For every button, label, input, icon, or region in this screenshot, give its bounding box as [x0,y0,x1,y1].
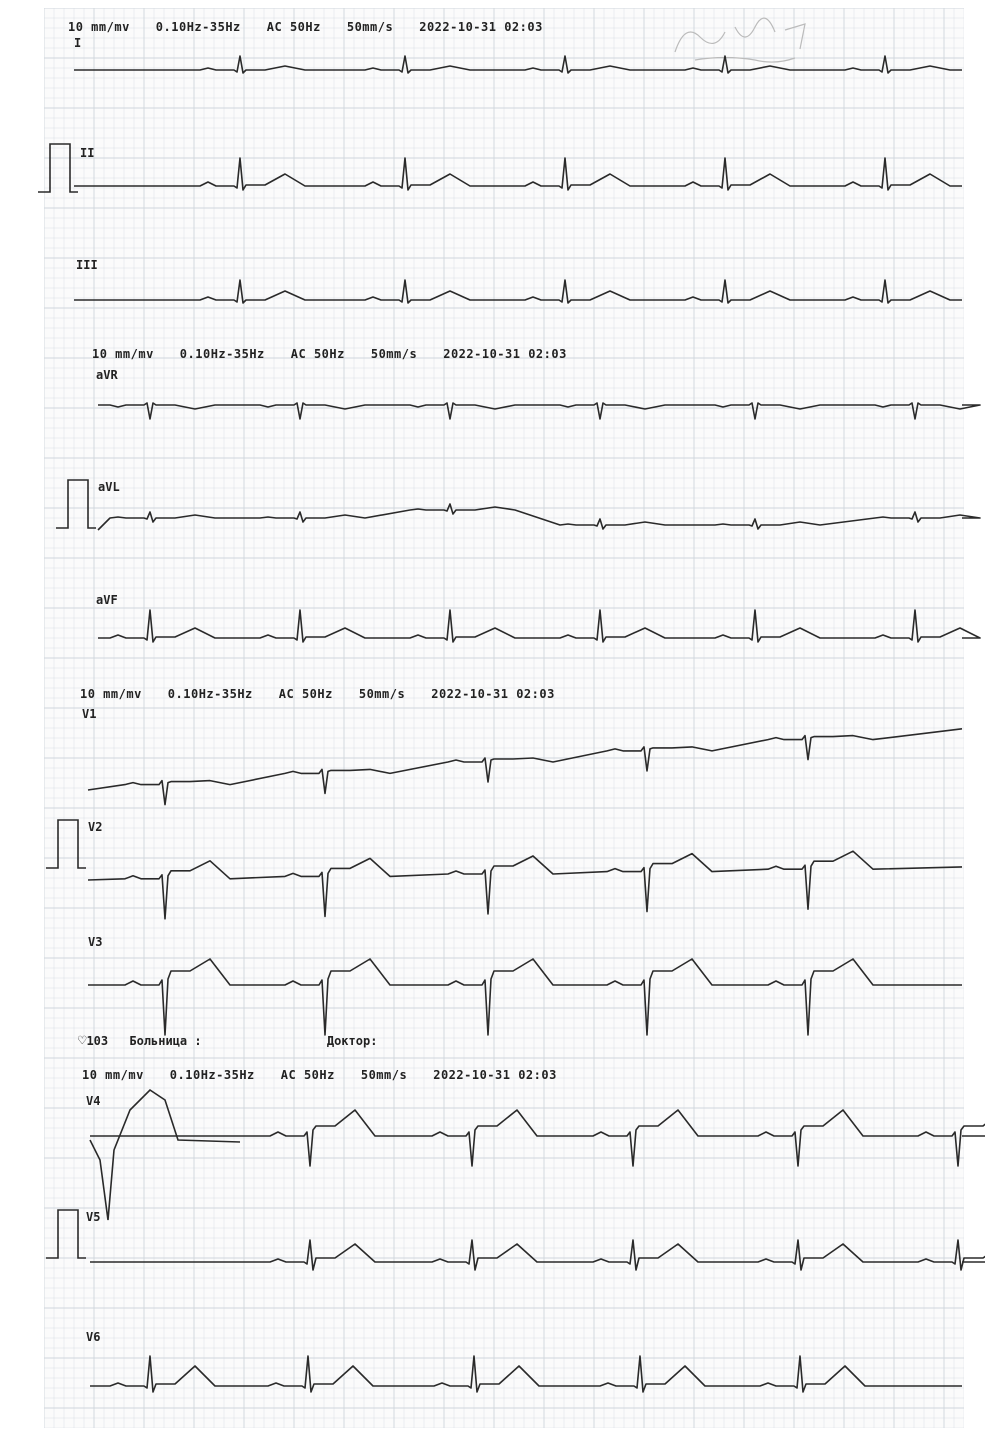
lead-label-v6: V6 [86,1330,101,1344]
footer [78,1033,377,1049]
lead-label-avf: aVF [96,593,118,607]
filter: 0.10Hz-35Hz [167,687,253,701]
filter: 0.10Hz-35Hz [155,20,241,34]
lead-label-avl: aVL [98,480,120,494]
ac-filter: AC 50Hz [266,20,321,34]
paper-speed: 50mm/s [358,687,406,701]
page-1-header [68,20,569,34]
datetime: 2022-10-31 02:03 [431,687,555,701]
heart-rate: 103 [86,1034,109,1048]
filter: 0.10Hz-35Hz [169,1068,255,1082]
page-3-header [80,687,581,701]
ac-filter: AC 50Hz [280,1068,335,1082]
lead-label-v4: V4 [86,1094,101,1108]
page-4-header [82,1068,583,1082]
lead-label-v2: V2 [88,820,103,834]
ecg-paper [44,8,964,1428]
lead-label-v3: V3 [88,935,103,949]
gain: 10 mm/mv [82,1068,144,1082]
page-2-header [92,347,593,361]
paper-speed: 50mm/s [346,20,394,34]
ecg-grid [44,8,964,1428]
ac-filter: AC 50Hz [278,687,333,701]
lead-label-v5: V5 [86,1210,101,1224]
handwritten-note [665,12,865,67]
datetime: 2022-10-31 02:03 [433,1068,557,1082]
ac-filter: AC 50Hz [290,347,345,361]
gain: 10 mm/mv [92,347,154,361]
paper-speed: 50mm/s [360,1068,408,1082]
lead-label-iii: III [76,258,98,272]
lead-label-avr: aVR [96,368,118,382]
gain: 10 mm/mv [68,20,130,34]
lead-label-ii: II [80,146,95,160]
lead-label-v1: V1 [82,707,97,721]
lead-label-i: I [74,36,82,50]
doctor-label: Доктор: [326,1034,378,1048]
filter: 0.10Hz-35Hz [179,347,265,361]
hospital-label: Больница : [129,1034,202,1048]
paper-speed: 50mm/s [370,347,418,361]
datetime: 2022-10-31 02:03 [419,20,543,34]
heart-icon: ♡ [78,1033,87,1049]
gain: 10 mm/mv [80,687,142,701]
datetime: 2022-10-31 02:03 [443,347,567,361]
